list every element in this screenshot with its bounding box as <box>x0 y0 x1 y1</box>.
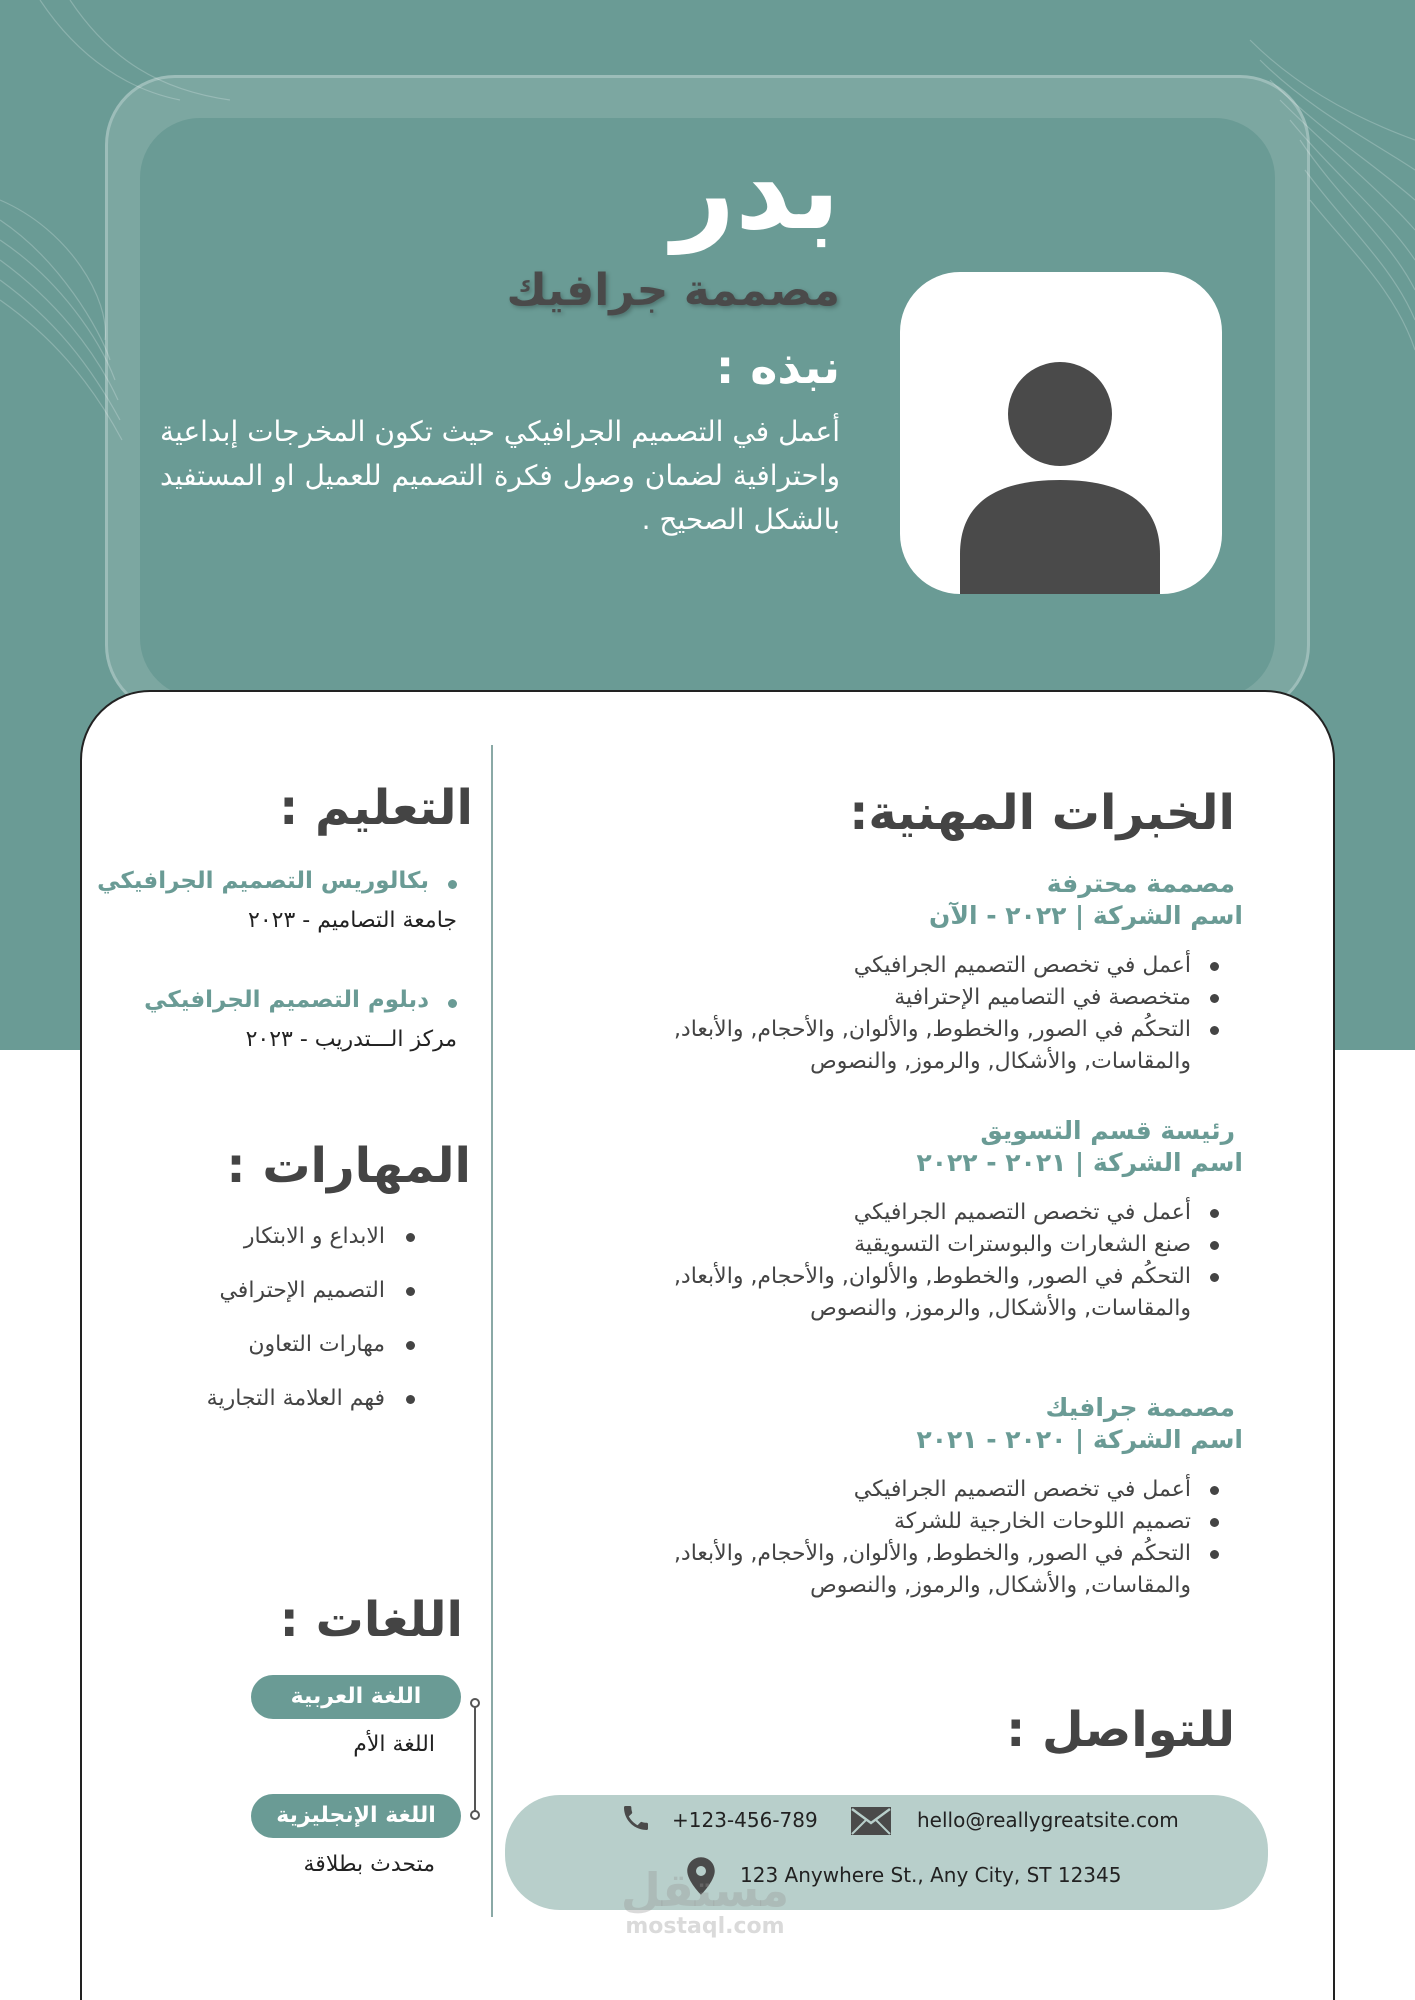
job-title: مصممة جرافيك <box>506 265 840 316</box>
skill-item: فهم العلامة التجارية <box>125 1384 425 1438</box>
person-name: بدر <box>671 126 840 254</box>
skill-item: مهارات التعاون <box>125 1330 425 1384</box>
experience-company: اسم الشركة | ٢٠٢٢ - الآن <box>928 901 1243 930</box>
user-avatar-icon <box>900 272 1222 594</box>
experience-company: اسم الشركة | ٢٠٢١ - ٢٠٢٢ <box>916 1148 1243 1177</box>
duty-item: صنع الشعارات والبوسترات التسويقية <box>595 1229 1235 1261</box>
experience-duties <box>595 1197 1235 1325</box>
experience-item <box>595 868 1243 1078</box>
education-heading: التعليم : <box>279 780 473 836</box>
education-school: جامعة التصاميم - ٢٠٢٣ <box>248 908 457 933</box>
language-level: اللغة الأم <box>353 1732 435 1757</box>
experience-heading: الخبرات المهنية: <box>849 785 1235 841</box>
duty-item: التحكُم في الصور, والخطوط, والألوان, والأحجام, والأبعاد, والمقاسات, والأشكال, والرموز, والنصوص <box>595 1014 1235 1078</box>
experience-duties <box>595 1474 1235 1602</box>
email-icon <box>850 1806 892 1836</box>
experience-role: رئيسة قسم التسويق <box>980 1116 1235 1145</box>
about-text: أعمل في التصميم الجرافيكي حيث تكون المخرجات إبداعية واحترافية لضمان وصول فكرة التصميم للعميل او المستفيد بالشكل الصحيح . <box>160 415 840 536</box>
education-school: مركز الـــتدريب - ٢٠٢٣ <box>245 1027 457 1052</box>
duty-item: أعمل في تخصص التصميم الجرافيكي <box>595 1197 1235 1229</box>
duty-item: أعمل في تخصص التصميم الجرافيكي <box>595 1474 1235 1506</box>
timeline-dot <box>470 1810 480 1820</box>
contact-address: 123 Anywhere St., Any City, ST 12345 <box>740 1863 1122 1887</box>
profile-photo-placeholder <box>900 272 1222 594</box>
watermark-site: mostaql.com <box>625 1914 785 1939</box>
experience-item <box>595 1115 1243 1325</box>
experience-company: اسم الشركة | ٢٠٢٠ - ٢٠٢١ <box>916 1425 1243 1454</box>
about-heading: نبذه : <box>715 340 840 394</box>
language-name: اللغة العربية <box>251 1675 461 1719</box>
skills-heading: المهارات : <box>226 1138 471 1194</box>
experience-role: مصممة جرافيك <box>1045 1393 1235 1422</box>
watermark-logo <box>605 1865 805 1939</box>
contact-phone[interactable]: +123-456-789 <box>672 1808 818 1832</box>
watermark-logo-text: مستقل <box>620 1863 790 1917</box>
column-divider <box>491 745 493 1917</box>
education-item <box>85 868 465 933</box>
skills-list <box>125 1222 425 1438</box>
education-item <box>85 987 465 1052</box>
duty-item: تصميم اللوحات الخارجية للشركة <box>595 1506 1235 1538</box>
languages-timeline <box>474 1703 476 1815</box>
duty-item: أعمل في تخصص التصميم الجرافيكي <box>595 950 1235 982</box>
language-name: اللغة الإنجليزية <box>251 1794 461 1838</box>
duty-item: التحكُم في الصور, والخطوط, والألوان, والأحجام, والأبعاد, والمقاسات, والأشكال, والرموز, والنصوص <box>595 1261 1235 1325</box>
education-degree: بكالوريس التصميم الجرافيكي <box>85 868 465 894</box>
experience-duties <box>595 950 1235 1078</box>
experience-item <box>595 1392 1243 1602</box>
skill-item: التصميم الإحترافي <box>125 1276 425 1330</box>
phone-icon <box>620 1799 652 1837</box>
language-level: متحدث بطلاقة <box>303 1852 435 1877</box>
languages-heading: اللغات : <box>279 1592 463 1648</box>
timeline-dot <box>470 1698 480 1708</box>
contact-heading: للتواصل : <box>1006 1702 1235 1758</box>
education-degree: دبلوم التصميم الجرافيكي <box>85 987 465 1013</box>
skill-item: الابداع و الابتكار <box>125 1222 425 1276</box>
duty-item: متخصصة في التصاميم الإحترافية <box>595 982 1235 1014</box>
duty-item: التحكُم في الصور, والخطوط, والألوان, والأحجام, والأبعاد, والمقاسات, والأشكال, والرموز, والنصوص <box>595 1538 1235 1602</box>
experience-role: مصممة محترفة <box>1046 869 1235 898</box>
contact-email[interactable]: hello@reallygreatsite.com <box>917 1808 1179 1832</box>
